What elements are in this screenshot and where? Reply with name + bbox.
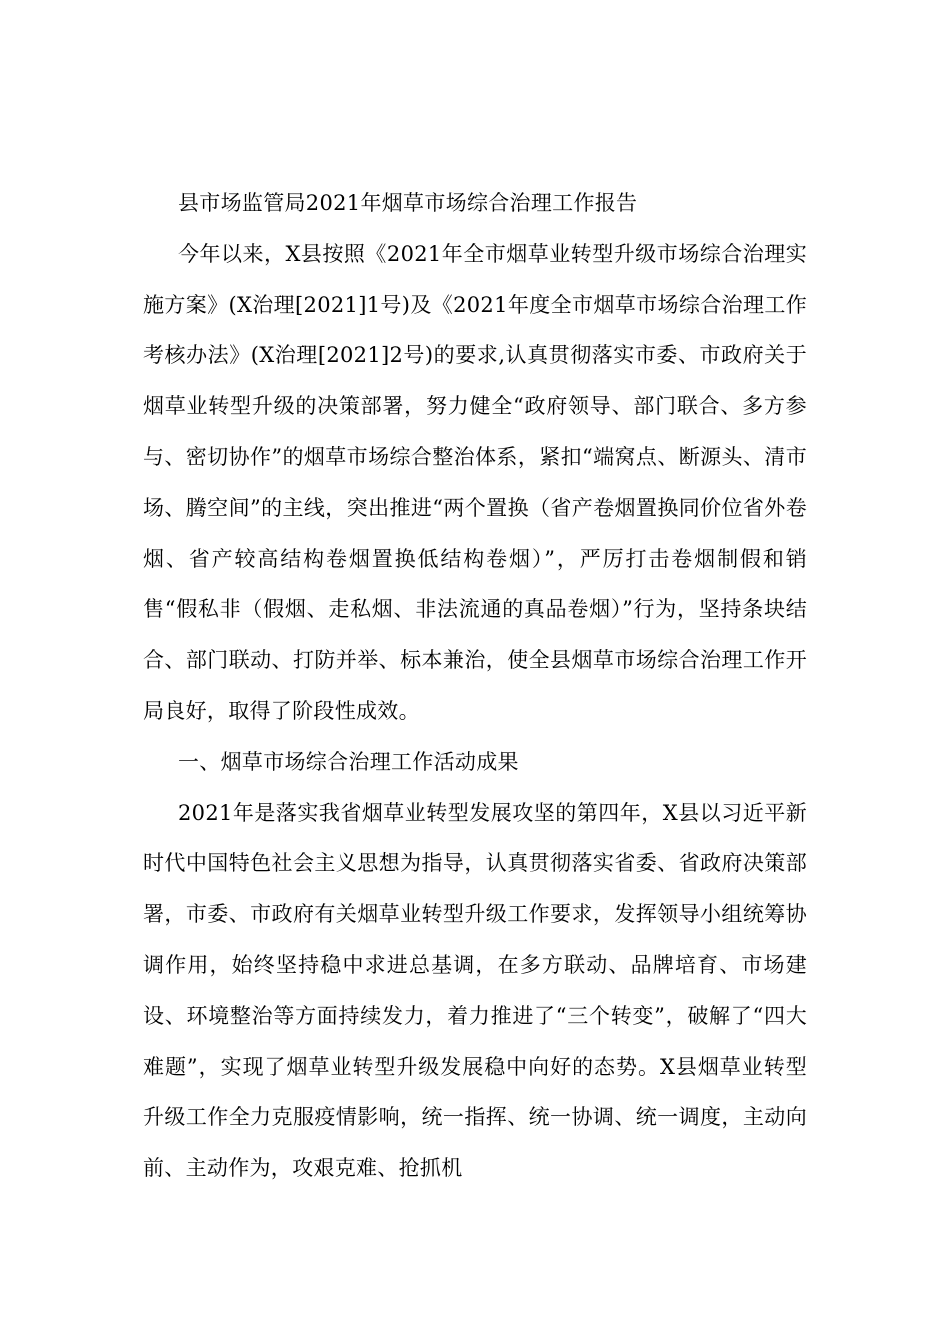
document-title: 县市场监管局2021年烟草市场综合治理工作报告 [178,191,638,215]
section-heading: 一、烟草市场综合治理工作活动成果 [178,749,519,774]
section-paragraph: 2021年是落实我省烟草业转型发展攻坚的第四年，X县以习近平新时代中国特色社会主义思想为指导，认真贯彻落实省委、省政府决策部署，市委、市政府有关烟草业转型升级工作要求，发挥领导小组统筹协调作用，始终坚持稳中求进总基调，在多方联动、品牌培育、市场建设、环境整治等方面持续发力，着力推进了“三个转变”，破解了“四大难题”，实现了烟草业转型升级发展稳中向好的态势。X县烟草业转型升级工作全力克服疫情影响，统一指挥、统一协调、统一调度，主动向前、主动作为，攻艰克难、抢抓机 [143,800,807,1181]
intro-paragraph: 今年以来，X县按照《2021年全市烟草业转型升级市场综合治理实施方案》(X治理[2021]1号)及《2021年度全市烟草市场综合治理工作考核办法》(X治理[2021]2号)的要求,认真贯彻落实市委、市政府关于烟草业转型升级的决策部署，努力健全“政府领导、部门联合、多方参与、密切协作”的烟草市场综合整治体系，紧扣“端窝点、断源头、清市场、腾空间”的主线，突出推进“两个置换（省产卷烟置换同价位省外卷烟、省产较高结构卷烟置换低结构卷烟）”，严厉打击卷烟制假和销售“假私非（假烟、走私烟、非法流通的真品卷烟）”行为，坚持条块结合、部门联动、打防并举、标本兼治，使全县烟草市场综合治理工作开局良好，取得了阶段性成效。 [143,241,807,723]
document-body [143,178,807,1194]
